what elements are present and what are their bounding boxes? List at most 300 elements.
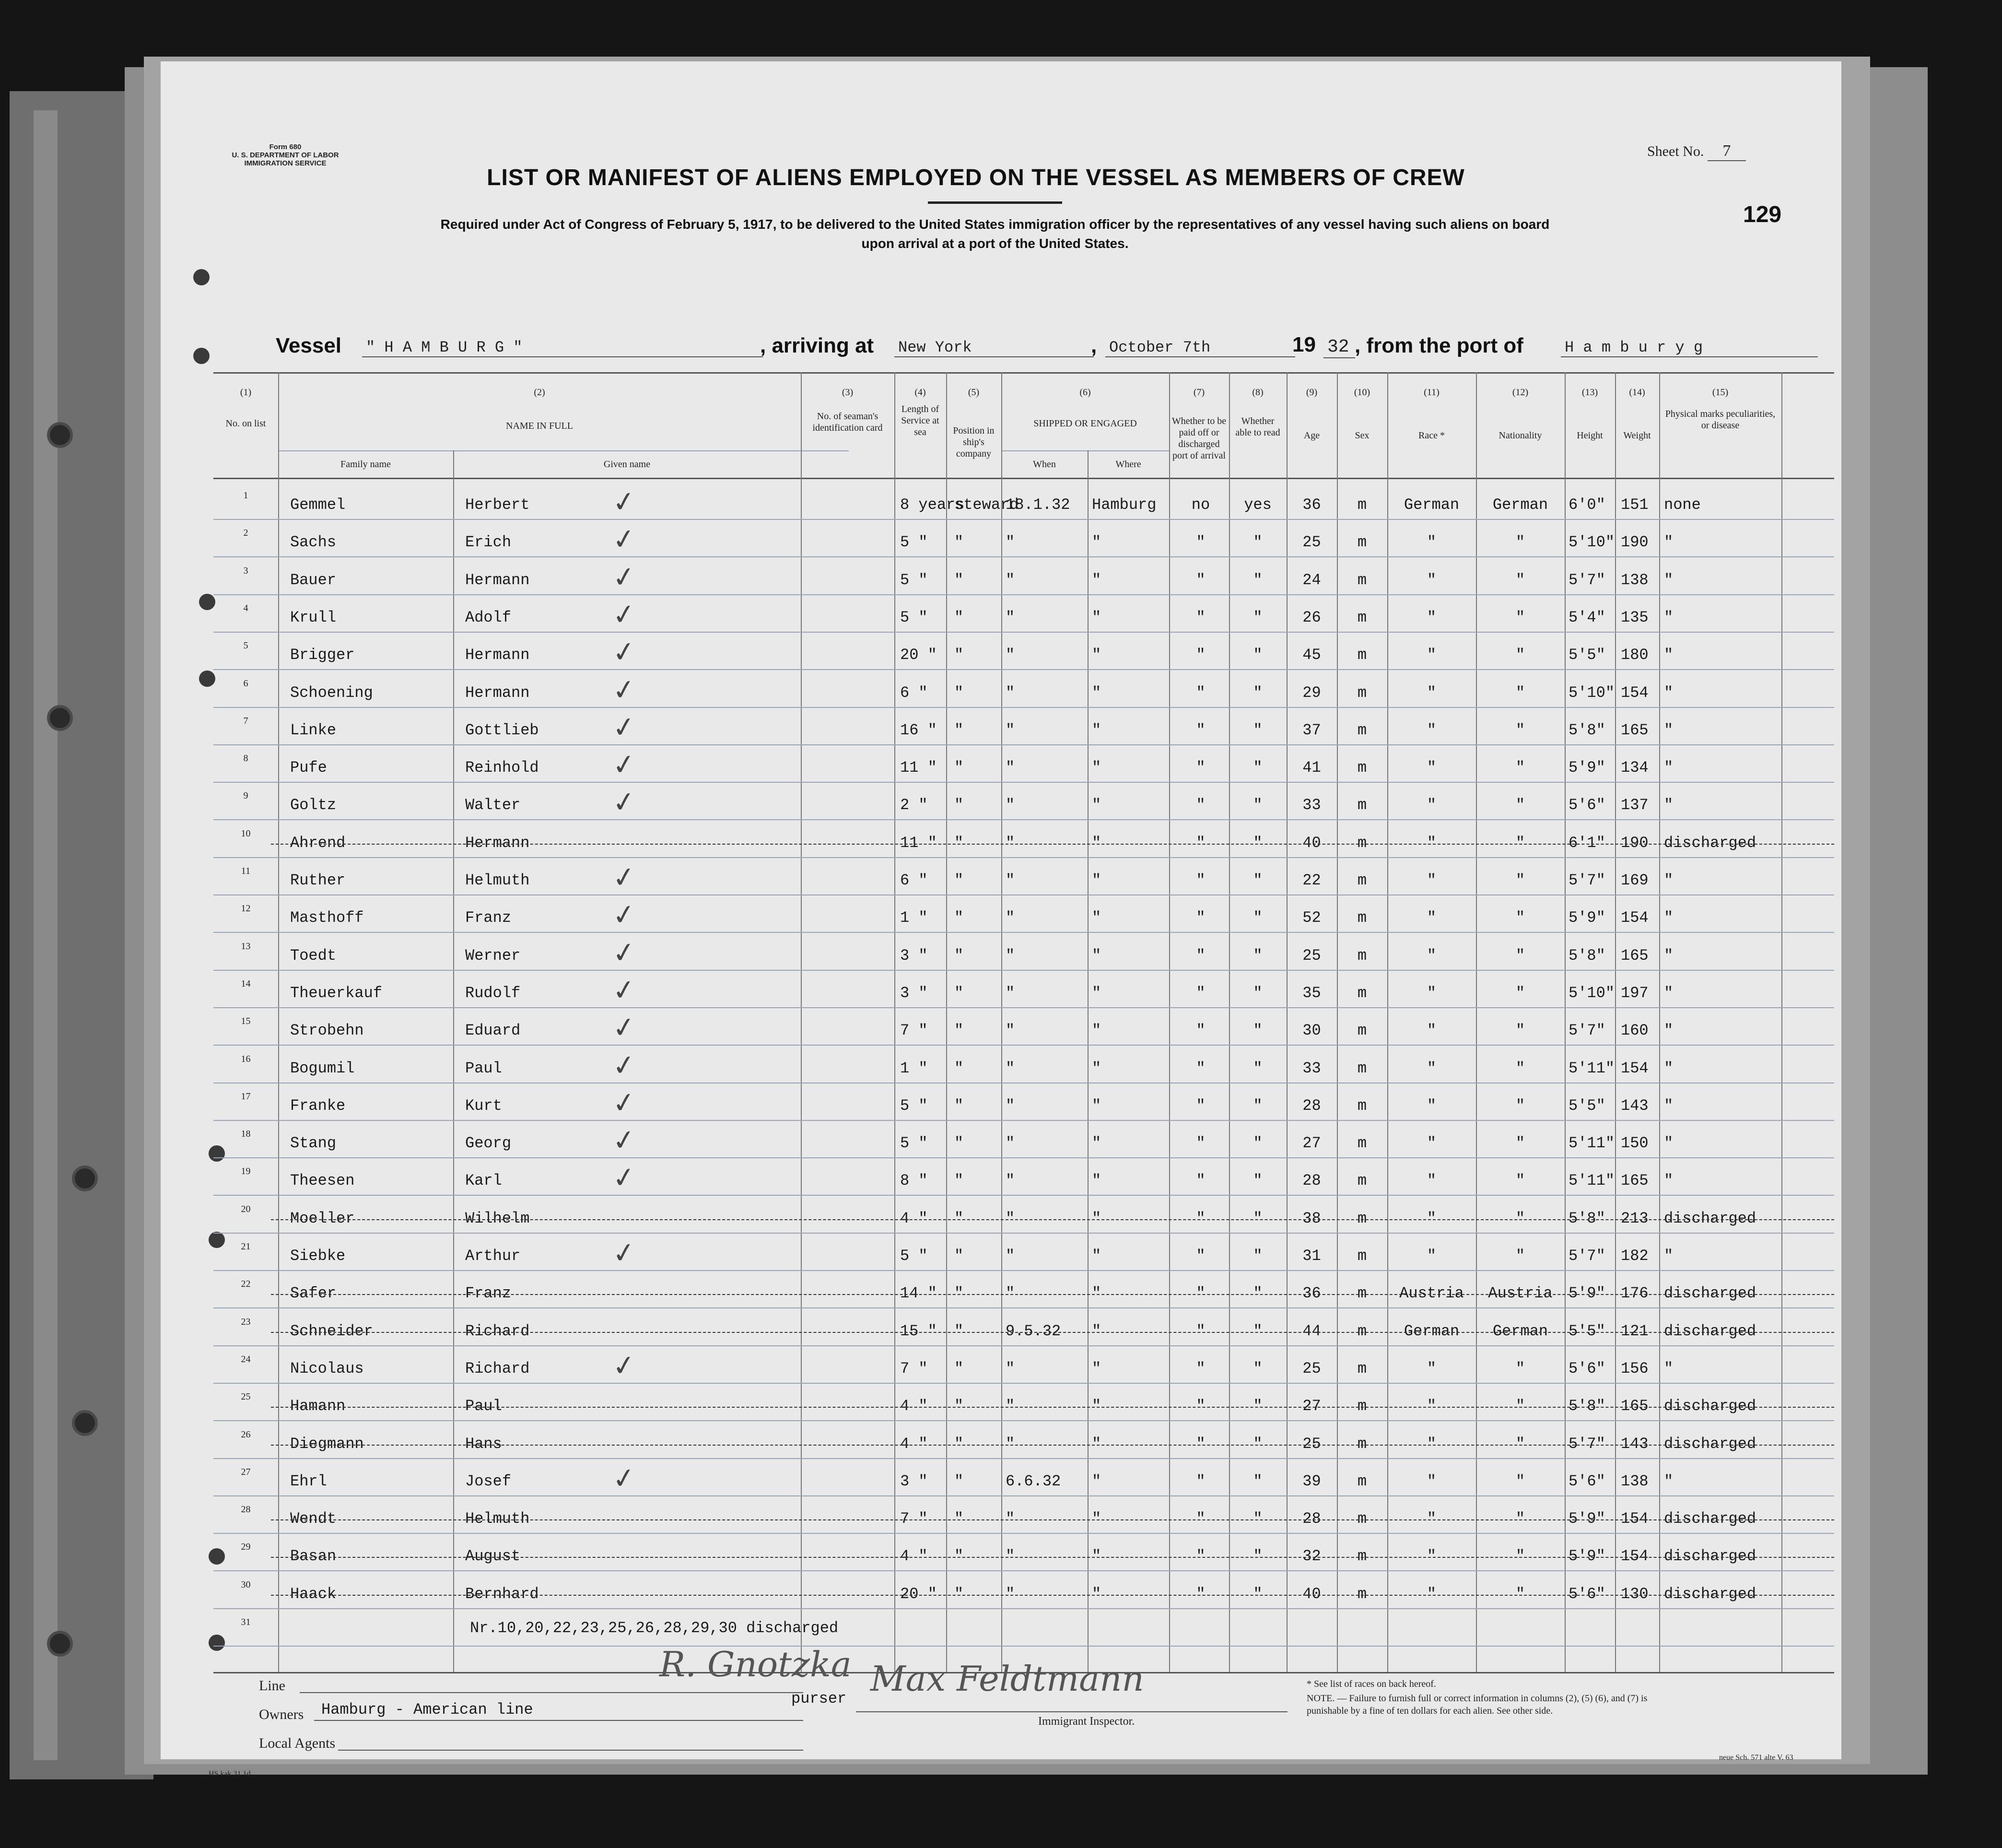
form-number: Form 680 bbox=[269, 143, 302, 151]
age: 40 bbox=[1302, 834, 1321, 852]
weight: 143 bbox=[1621, 1435, 1649, 1453]
height: 5'6" bbox=[1569, 1359, 1605, 1377]
row-number: 12 bbox=[241, 903, 251, 914]
ship-position: " bbox=[954, 1134, 964, 1153]
sex: m bbox=[1357, 1322, 1367, 1340]
sex: m bbox=[1357, 683, 1367, 702]
ship-position: " bbox=[954, 909, 964, 927]
able-to-read: " bbox=[1253, 1435, 1263, 1453]
age: 28 bbox=[1302, 1510, 1321, 1528]
race: " bbox=[1427, 1247, 1437, 1265]
height: 6'0" bbox=[1569, 496, 1605, 514]
race: " bbox=[1427, 1172, 1437, 1190]
given-name: Werner bbox=[465, 946, 521, 965]
hdr-shipped: SHIPPED OR ENGAGED bbox=[1033, 418, 1137, 429]
shipped-where: " bbox=[1092, 1284, 1101, 1303]
physical-marks: " bbox=[1664, 909, 1674, 927]
check-mark-icon: ✓ bbox=[610, 1010, 638, 1046]
physical-marks: " bbox=[1664, 946, 1674, 965]
sex: m bbox=[1357, 1510, 1367, 1528]
weight: 154 bbox=[1621, 683, 1649, 702]
table-row bbox=[213, 1458, 1834, 1495]
family-name: Siebke bbox=[290, 1247, 346, 1265]
hdr-sex: Sex bbox=[1355, 430, 1370, 441]
family-name: Wendt bbox=[290, 1510, 337, 1528]
nationality: " bbox=[1515, 834, 1525, 852]
shipped-when: " bbox=[1006, 646, 1015, 664]
given-name: Paul bbox=[465, 1059, 502, 1077]
hdr-num-10: (10) bbox=[1354, 387, 1370, 398]
binder-strip bbox=[34, 110, 58, 1760]
height: 5'7" bbox=[1569, 1247, 1605, 1265]
row-number: 28 bbox=[241, 1504, 251, 1515]
nationality: " bbox=[1515, 1209, 1525, 1227]
hdr-given-name: Given name bbox=[603, 459, 651, 470]
age: 40 bbox=[1302, 1585, 1321, 1603]
physical-marks: " bbox=[1664, 1096, 1674, 1115]
hdr-num-5: (5) bbox=[968, 387, 980, 398]
arriving-label: , arriving at bbox=[760, 334, 874, 357]
hdr-physical-marks: Physical marks peculiarities, or disease bbox=[1665, 409, 1776, 431]
table-row bbox=[213, 932, 1834, 970]
family-name: Pufe bbox=[290, 759, 327, 777]
check-mark-icon: ✓ bbox=[610, 972, 638, 1008]
inspector-label: Immigrant Inspector. bbox=[1038, 1715, 1135, 1728]
ship-position: " bbox=[954, 1022, 964, 1040]
race: " bbox=[1427, 1096, 1437, 1115]
age: 28 bbox=[1302, 1172, 1321, 1190]
hdr-num-6: (6) bbox=[1079, 387, 1091, 398]
service-length: 7 " bbox=[900, 1022, 928, 1040]
family-name: Goltz bbox=[290, 796, 337, 814]
sex: m bbox=[1357, 1247, 1367, 1265]
nationality: " bbox=[1515, 571, 1525, 589]
table-row bbox=[213, 670, 1834, 707]
shipped-when: " bbox=[1006, 1585, 1015, 1603]
age: 37 bbox=[1302, 721, 1321, 739]
ship-position: " bbox=[954, 683, 964, 702]
sex: m bbox=[1357, 1022, 1367, 1040]
weight: 154 bbox=[1621, 1547, 1649, 1566]
physical-marks: discharged bbox=[1664, 1397, 1756, 1415]
ship-position: " bbox=[954, 1359, 964, 1377]
table-row bbox=[213, 1270, 1834, 1307]
paid-off: " bbox=[1196, 1585, 1206, 1603]
nationality: " bbox=[1515, 1059, 1525, 1077]
table-row bbox=[213, 1233, 1834, 1270]
race: " bbox=[1427, 984, 1437, 1002]
hdr-num-12: (12) bbox=[1512, 387, 1529, 398]
sex: m bbox=[1357, 1397, 1367, 1415]
shipped-when: " bbox=[1006, 1247, 1015, 1265]
from-label: , from the port of bbox=[1355, 334, 1523, 357]
service-length: 6 " bbox=[900, 683, 928, 702]
given-name: Walter bbox=[465, 796, 521, 814]
race: " bbox=[1427, 683, 1437, 702]
sex: m bbox=[1357, 496, 1367, 514]
paid-off: " bbox=[1196, 796, 1206, 814]
shipped-when: " bbox=[1006, 1172, 1015, 1190]
subtitle-line-2: upon arrival at a port of the United States. bbox=[861, 236, 1129, 251]
paid-off: " bbox=[1196, 1472, 1206, 1490]
hdr-height: Height bbox=[1577, 430, 1603, 441]
age: 35 bbox=[1302, 984, 1321, 1002]
paid-off: no bbox=[1191, 496, 1210, 514]
shipped-where: " bbox=[1092, 683, 1101, 702]
ship-position: " bbox=[954, 1059, 964, 1077]
sex: m bbox=[1357, 796, 1367, 814]
sex: m bbox=[1357, 759, 1367, 777]
height: 5'9" bbox=[1569, 1547, 1605, 1566]
row-number: 7 bbox=[243, 715, 248, 726]
hdr-family-name: Family name bbox=[340, 459, 391, 470]
race: German bbox=[1404, 496, 1460, 514]
row-number: 5 bbox=[243, 640, 248, 651]
hdr-length-service: Length of Service at sea bbox=[901, 404, 939, 437]
shipped-when: " bbox=[1006, 1547, 1015, 1566]
table-row bbox=[213, 1007, 1834, 1045]
shipped-when: " bbox=[1006, 533, 1015, 552]
race: " bbox=[1427, 646, 1437, 664]
physical-marks: discharged bbox=[1664, 1510, 1756, 1528]
nationality: " bbox=[1515, 646, 1525, 664]
weight: 190 bbox=[1621, 834, 1649, 852]
able-to-read: " bbox=[1253, 1472, 1263, 1490]
weight: 134 bbox=[1621, 759, 1649, 777]
race: " bbox=[1427, 759, 1437, 777]
discharged-note: Nr.10,20,22,23,25,26,28,29,30 discharged bbox=[470, 1619, 839, 1637]
height: 5'5" bbox=[1569, 1322, 1605, 1340]
shipped-when: " bbox=[1006, 759, 1015, 777]
paid-off: " bbox=[1196, 608, 1206, 626]
shipped-when: " bbox=[1006, 1510, 1015, 1528]
table-row bbox=[213, 857, 1834, 895]
race: " bbox=[1427, 721, 1437, 739]
shipped-when: " bbox=[1006, 1284, 1015, 1303]
service-length: 4 " bbox=[900, 1547, 928, 1566]
nationality: " bbox=[1515, 1022, 1525, 1040]
sex: m bbox=[1357, 1435, 1367, 1453]
age: 39 bbox=[1302, 1472, 1321, 1490]
height: 5'4" bbox=[1569, 608, 1605, 626]
service-length: 4 " bbox=[900, 1435, 928, 1453]
row-number: 4 bbox=[243, 602, 248, 613]
family-name: Diegmann bbox=[290, 1435, 364, 1453]
race: " bbox=[1427, 1022, 1437, 1040]
check-mark-icon: ✓ bbox=[610, 559, 638, 595]
nationality: German bbox=[1492, 1322, 1548, 1340]
sex: m bbox=[1357, 1547, 1367, 1566]
able-to-read: " bbox=[1253, 571, 1263, 589]
shipped-subheader-rule bbox=[1001, 450, 1169, 451]
nationality: German bbox=[1492, 496, 1548, 514]
paid-off: " bbox=[1196, 1059, 1206, 1077]
race: " bbox=[1427, 834, 1437, 852]
ship-position: " bbox=[954, 1096, 964, 1115]
race: " bbox=[1427, 533, 1437, 552]
shipped-when: " bbox=[1006, 1397, 1015, 1415]
row-number: 17 bbox=[241, 1091, 251, 1102]
check-mark-icon: ✓ bbox=[610, 709, 638, 745]
weight: 121 bbox=[1621, 1322, 1649, 1340]
paid-off: " bbox=[1196, 1209, 1206, 1227]
ship-position: " bbox=[954, 1435, 964, 1453]
shipped-when: " bbox=[1006, 608, 1015, 626]
family-name: Gemmel bbox=[290, 496, 346, 514]
weight: 137 bbox=[1621, 796, 1649, 814]
given-name: August bbox=[465, 1547, 521, 1566]
title-rule bbox=[928, 201, 1062, 204]
weight: 154 bbox=[1621, 909, 1649, 927]
shipped-where: " bbox=[1092, 571, 1101, 589]
ship-position: " bbox=[954, 1472, 964, 1490]
age: 45 bbox=[1302, 646, 1321, 664]
shipped-where: " bbox=[1092, 1022, 1101, 1040]
given-name: Richard bbox=[465, 1322, 530, 1340]
punch-hole bbox=[199, 671, 215, 687]
nationality: " bbox=[1515, 1397, 1525, 1415]
paid-off: " bbox=[1196, 1435, 1206, 1453]
shipped-where: " bbox=[1092, 646, 1101, 664]
shipped-where: " bbox=[1092, 1059, 1101, 1077]
able-to-read: " bbox=[1253, 946, 1263, 965]
shipped-where: " bbox=[1092, 1435, 1101, 1453]
age: 25 bbox=[1302, 1435, 1321, 1453]
row-number: 21 bbox=[241, 1241, 251, 1252]
given-name: Reinhold bbox=[465, 759, 539, 777]
shipped-where: " bbox=[1092, 1397, 1101, 1415]
row-number: 26 bbox=[241, 1429, 251, 1440]
height: 5'8" bbox=[1569, 721, 1605, 739]
weight: 135 bbox=[1621, 608, 1649, 626]
sex: m bbox=[1357, 1172, 1367, 1190]
family-name: Linke bbox=[290, 721, 337, 739]
hdr-num-1: (1) bbox=[240, 387, 252, 398]
family-name: Ruther bbox=[290, 871, 346, 889]
shipped-where: " bbox=[1092, 1472, 1101, 1490]
sex: m bbox=[1357, 834, 1367, 852]
agents-field bbox=[338, 1750, 803, 1751]
nationality: " bbox=[1515, 721, 1525, 739]
physical-marks: " bbox=[1664, 533, 1674, 552]
able-to-read: " bbox=[1253, 834, 1263, 852]
line-field bbox=[300, 1692, 803, 1693]
nationality: " bbox=[1515, 1359, 1525, 1377]
able-to-read: " bbox=[1253, 871, 1263, 889]
weight: 165 bbox=[1621, 1397, 1649, 1415]
able-to-read: " bbox=[1253, 683, 1263, 702]
paid-off: " bbox=[1196, 909, 1206, 927]
weight: 213 bbox=[1621, 1209, 1649, 1227]
shipped-when: " bbox=[1006, 834, 1015, 852]
height: 5'11" bbox=[1569, 1134, 1615, 1153]
shipped-when: " bbox=[1006, 1134, 1015, 1153]
paid-off: " bbox=[1196, 533, 1206, 552]
ship-position: " bbox=[954, 571, 964, 589]
hdr-num-13: (13) bbox=[1581, 387, 1598, 398]
vessel-label: Vessel bbox=[276, 334, 342, 357]
hdr-no-on-list: No. on list bbox=[225, 418, 266, 429]
weight: 138 bbox=[1621, 1472, 1649, 1490]
paid-off: " bbox=[1196, 1247, 1206, 1265]
weight: 180 bbox=[1621, 646, 1649, 664]
check-mark-icon: ✓ bbox=[610, 596, 638, 632]
schedule-code: neue Sch. 571 alte V. 63 bbox=[1719, 1754, 1793, 1762]
print-code: HS kak 31 1d bbox=[209, 1770, 251, 1778]
physical-marks: " bbox=[1664, 1022, 1674, 1040]
shipped-when: " bbox=[1006, 721, 1015, 739]
hdr-when: When bbox=[1033, 459, 1056, 470]
age: 25 bbox=[1302, 1359, 1321, 1377]
height: 5'9" bbox=[1569, 1510, 1605, 1528]
sex: m bbox=[1357, 1284, 1367, 1303]
weight: 154 bbox=[1621, 1059, 1649, 1077]
nationality: " bbox=[1515, 1510, 1525, 1528]
service-length: 5 " bbox=[900, 571, 928, 589]
table-row bbox=[213, 1345, 1834, 1383]
row-number: 22 bbox=[241, 1279, 251, 1290]
family-name: Haack bbox=[290, 1585, 337, 1603]
height: 5'11" bbox=[1569, 1172, 1615, 1190]
service-length: 3 " bbox=[900, 1472, 928, 1490]
check-mark-icon: ✓ bbox=[610, 483, 638, 520]
hdr-able-read: Whether able to read bbox=[1235, 416, 1280, 438]
nationality: " bbox=[1515, 1472, 1525, 1490]
family-name: Theesen bbox=[290, 1172, 355, 1190]
able-to-read: " bbox=[1253, 1547, 1263, 1566]
race: " bbox=[1427, 1547, 1437, 1566]
paid-off: " bbox=[1196, 571, 1206, 589]
service-length: 11 " bbox=[900, 834, 937, 852]
strikethrough-line bbox=[271, 1557, 1834, 1558]
height: 5'6" bbox=[1569, 796, 1605, 814]
height: 5'8" bbox=[1569, 946, 1605, 965]
family-name: Nicolaus bbox=[290, 1359, 364, 1377]
form-dept: U. S. DEPARTMENT OF LABOR bbox=[232, 151, 339, 159]
physical-marks: " bbox=[1664, 759, 1674, 777]
weight: 182 bbox=[1621, 1247, 1649, 1265]
physical-marks: discharged bbox=[1664, 834, 1756, 852]
given-name: Eduard bbox=[465, 1022, 521, 1040]
shipped-where: " bbox=[1092, 871, 1101, 889]
physical-marks: none bbox=[1664, 496, 1701, 514]
table-row bbox=[213, 557, 1834, 594]
ship-position: " bbox=[954, 871, 964, 889]
race: " bbox=[1427, 1397, 1437, 1415]
races-note: * See list of races on back hereof. bbox=[1307, 1679, 1436, 1689]
race: " bbox=[1427, 1134, 1437, 1153]
service-length: 14 " bbox=[900, 1284, 937, 1303]
service-length: 5 " bbox=[900, 1096, 928, 1115]
hdr-paid-off: Whether to be paid off or discharged port of arrival bbox=[1171, 416, 1227, 461]
paid-off: " bbox=[1196, 646, 1206, 664]
table-row bbox=[213, 1195, 1834, 1233]
family-name: Brigger bbox=[290, 646, 355, 664]
physical-marks: discharged bbox=[1664, 1585, 1756, 1603]
binder-hole bbox=[72, 1165, 98, 1191]
nationality: " bbox=[1515, 1547, 1525, 1566]
given-name: Herbert bbox=[465, 496, 530, 514]
able-to-read: yes bbox=[1244, 496, 1272, 514]
shipped-when: " bbox=[1006, 1096, 1015, 1115]
table-row bbox=[213, 820, 1834, 857]
able-to-read: " bbox=[1253, 1172, 1263, 1190]
given-name: Helmuth bbox=[465, 1510, 530, 1528]
paid-off: " bbox=[1196, 984, 1206, 1002]
able-to-read: " bbox=[1253, 796, 1263, 814]
nationality: " bbox=[1515, 1435, 1525, 1453]
shipped-where: " bbox=[1092, 1172, 1101, 1190]
race: " bbox=[1427, 796, 1437, 814]
family-name: Theuerkauf bbox=[290, 984, 383, 1002]
hdr-num-7: (7) bbox=[1193, 387, 1205, 398]
sex: m bbox=[1357, 646, 1367, 664]
nationality: " bbox=[1515, 759, 1525, 777]
sex: m bbox=[1357, 608, 1367, 626]
hdr-race: Race * bbox=[1418, 430, 1445, 441]
able-to-read: " bbox=[1253, 1284, 1263, 1303]
age: 33 bbox=[1302, 796, 1321, 814]
row-number: 11 bbox=[241, 866, 251, 876]
weight: 160 bbox=[1621, 1022, 1649, 1040]
nationality: " bbox=[1515, 1096, 1525, 1115]
given-name: Adolf bbox=[465, 608, 512, 626]
weight: 190 bbox=[1621, 533, 1649, 552]
strikethrough-line bbox=[271, 1595, 1834, 1596]
physical-marks: " bbox=[1664, 1059, 1674, 1077]
able-to-read: " bbox=[1253, 984, 1263, 1002]
given-name: Franz bbox=[465, 909, 512, 927]
ship-position: " bbox=[954, 1322, 964, 1340]
ship-position: " bbox=[954, 759, 964, 777]
shipped-when: " bbox=[1006, 683, 1015, 702]
nationality: " bbox=[1515, 533, 1525, 552]
weight: 154 bbox=[1621, 1510, 1649, 1528]
service-length: 1 " bbox=[900, 1059, 928, 1077]
shipped-when: " bbox=[1006, 909, 1015, 927]
race: " bbox=[1427, 1359, 1437, 1377]
row-number: 25 bbox=[241, 1391, 251, 1402]
given-name: Hermann bbox=[465, 646, 530, 664]
height: 5'5" bbox=[1569, 1096, 1605, 1115]
physical-marks: " bbox=[1664, 608, 1674, 626]
family-name: Hamann bbox=[290, 1397, 346, 1415]
owners-field bbox=[314, 1720, 803, 1721]
given-name: Karl bbox=[465, 1172, 502, 1190]
ship-position: " bbox=[954, 1547, 964, 1566]
row-number: 15 bbox=[241, 1016, 251, 1027]
race: " bbox=[1427, 1472, 1437, 1490]
strikethrough-line bbox=[271, 1294, 1834, 1295]
arrival-date: October 7th bbox=[1105, 339, 1295, 357]
shipped-when: " bbox=[1006, 1359, 1015, 1377]
check-mark-icon: ✓ bbox=[610, 1047, 638, 1083]
age: 25 bbox=[1302, 946, 1321, 965]
physical-marks: " bbox=[1664, 796, 1674, 814]
table-row bbox=[213, 1421, 1834, 1458]
check-mark-icon: ✓ bbox=[610, 934, 638, 970]
row-number: 8 bbox=[243, 753, 248, 764]
weight: 197 bbox=[1621, 984, 1649, 1002]
paid-off: " bbox=[1196, 1096, 1206, 1115]
given-name: Helmuth bbox=[465, 871, 530, 889]
hdr-id-card: No. of seaman's identification card bbox=[812, 411, 883, 433]
check-mark-icon: ✓ bbox=[610, 1084, 638, 1120]
shipped-where: " bbox=[1092, 909, 1101, 927]
height: 5'10" bbox=[1569, 683, 1615, 702]
paid-off: " bbox=[1196, 1322, 1206, 1340]
sex: m bbox=[1357, 946, 1367, 965]
